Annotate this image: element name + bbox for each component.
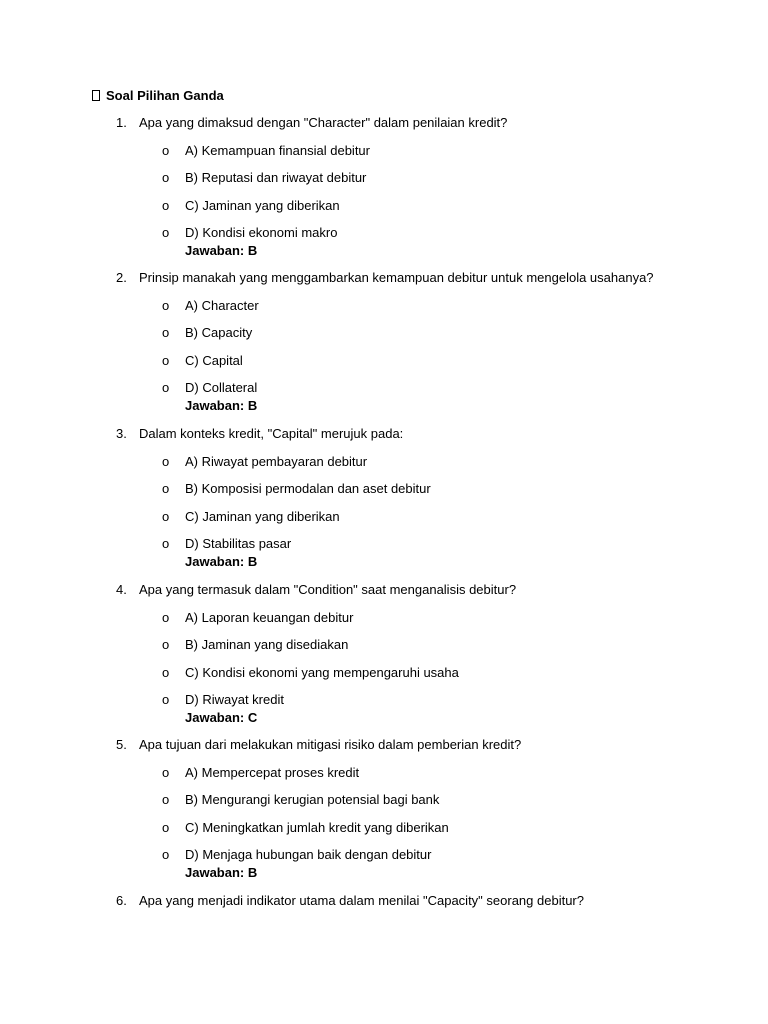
option-bullet: o <box>162 170 170 185</box>
answer-option <box>0 610 768 626</box>
option-bullet: o <box>162 637 170 652</box>
option-text: D) Menjaga hubungan baik dengan debitur <box>185 847 432 862</box>
question-text: Apa yang dimaksud dengan "Character" dalam penilaian kredit? <box>139 115 508 130</box>
answer-option <box>0 509 768 525</box>
option-text: D) Riwayat kredit <box>185 692 284 707</box>
option-text: B) Mengurangi kerugian potensial bagi bank <box>185 792 440 807</box>
option-text: A) Riwayat pembayaran debitur <box>185 454 368 469</box>
option-text: A) Laporan keuangan debitur <box>185 610 354 625</box>
question-text: Apa tujuan dari melakukan mitigasi risiko dalam pemberian kredit? <box>139 737 522 752</box>
answer-key: Jawaban: B <box>185 243 258 258</box>
answer-option <box>0 536 768 552</box>
option-bullet: o <box>162 536 170 551</box>
question-line <box>0 115 768 131</box>
option-text: B) Capacity <box>185 325 253 340</box>
question-text: Apa yang termasuk dalam "Condition" saat menganalisis debitur? <box>139 582 517 597</box>
answer-option <box>0 637 768 653</box>
answer-key: Jawaban: B <box>185 398 258 413</box>
answer-option <box>0 820 768 836</box>
option-text: D) Stabilitas pasar <box>185 536 292 551</box>
section-title: Soal Pilihan Ganda <box>106 88 224 103</box>
answer-option <box>0 143 768 159</box>
option-text: A) Kemampuan finansial debitur <box>185 143 370 158</box>
option-text: C) Jaminan yang diberikan <box>185 509 340 524</box>
answer-key: Jawaban: B <box>185 554 258 569</box>
option-bullet: o <box>162 325 170 340</box>
option-bullet: o <box>162 847 170 862</box>
option-text: D) Collateral <box>185 380 258 395</box>
option-bullet: o <box>162 665 170 680</box>
option-text: A) Mempercepat proses kredit <box>185 765 360 780</box>
answer-option <box>0 298 768 314</box>
answer-option <box>0 380 768 396</box>
question-number: 5. <box>116 737 127 752</box>
option-bullet: o <box>162 353 170 368</box>
option-bullet: o <box>162 298 170 313</box>
option-text: D) Kondisi ekonomi makro <box>185 225 338 240</box>
question-number: 4. <box>116 582 127 597</box>
option-text: C) Kondisi ekonomi yang mempengaruhi usaha <box>185 665 459 680</box>
answer-option <box>0 847 768 863</box>
option-bullet: o <box>162 792 170 807</box>
answer-option <box>0 792 768 808</box>
option-bullet: o <box>162 481 170 496</box>
option-text: B) Reputasi dan riwayat debitur <box>185 170 367 185</box>
answer-option <box>0 481 768 497</box>
answer-option <box>0 692 768 708</box>
option-bullet: o <box>162 454 170 469</box>
question-text: Dalam konteks kredit, "Capital" merujuk pada: <box>139 426 404 441</box>
option-bullet: o <box>162 143 170 158</box>
question-text: Prinsip manakah yang menggambarkan kemampuan debitur untuk mengelola usahanya? <box>139 270 654 285</box>
answer-option <box>0 198 768 214</box>
question-line <box>0 737 768 753</box>
question-line <box>0 893 768 909</box>
question-number: 6. <box>116 893 127 908</box>
question-line <box>0 270 768 286</box>
question-line <box>0 426 768 442</box>
question-line <box>0 582 768 598</box>
section-heading <box>92 88 224 104</box>
question-text: Apa yang menjadi indikator utama dalam menilai "Capacity" seorang debitur? <box>139 893 584 908</box>
option-text: C) Jaminan yang diberikan <box>185 198 340 213</box>
option-text: C) Capital <box>185 353 243 368</box>
option-text: C) Meningkatkan jumlah kredit yang diberikan <box>185 820 449 835</box>
option-bullet: o <box>162 820 170 835</box>
box-glyph-icon <box>92 90 100 101</box>
option-bullet: o <box>162 198 170 213</box>
option-text: B) Komposisi permodalan dan aset debitur <box>185 481 431 496</box>
answer-key: Jawaban: C <box>185 710 258 725</box>
answer-option <box>0 353 768 369</box>
option-bullet: o <box>162 509 170 524</box>
option-text: A) Character <box>185 298 259 313</box>
answer-option <box>0 665 768 681</box>
question-number: 3. <box>116 426 127 441</box>
answer-option <box>0 225 768 241</box>
answer-option <box>0 170 768 186</box>
answer-key: Jawaban: B <box>185 865 258 880</box>
option-bullet: o <box>162 380 170 395</box>
question-number: 1. <box>116 115 127 130</box>
answer-option <box>0 454 768 470</box>
question-number: 2. <box>116 270 127 285</box>
option-bullet: o <box>162 692 170 707</box>
option-bullet: o <box>162 765 170 780</box>
option-bullet: o <box>162 225 170 240</box>
option-bullet: o <box>162 610 170 625</box>
answer-option <box>0 765 768 781</box>
option-text: B) Jaminan yang disediakan <box>185 637 349 652</box>
answer-option <box>0 325 768 341</box>
